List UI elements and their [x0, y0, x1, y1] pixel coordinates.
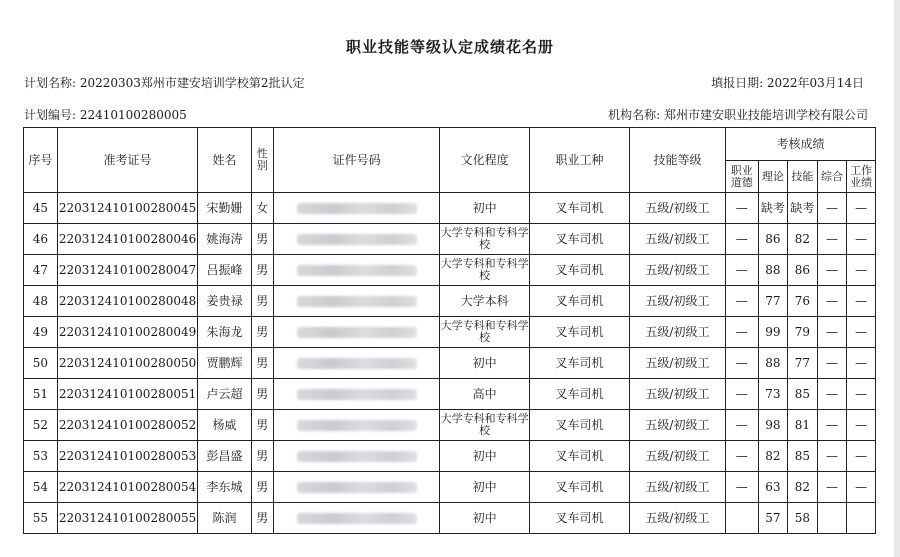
cell-ethics — [725, 503, 758, 534]
cell-occupation: 叉车司机 — [530, 379, 630, 410]
cell-name: 吕振峰 — [198, 255, 251, 286]
cell-performance: — — [847, 224, 876, 255]
cell-id-no — [273, 410, 439, 441]
table-row — [24, 379, 876, 410]
cell-gender: 男 — [251, 379, 273, 410]
cell-id-no — [273, 224, 439, 255]
cell-theory: 82 — [758, 441, 788, 472]
fill-date: 填报日期: 2022年03月14日 — [711, 76, 864, 90]
cell-performance: — — [847, 193, 876, 224]
header-level: 技能等级 — [630, 128, 726, 193]
cell-education: 大学专科和专科学校 — [440, 255, 530, 286]
cell-seq: 54 — [24, 472, 58, 503]
cell-gender: 男 — [251, 317, 273, 348]
table-row — [24, 255, 876, 286]
cell-seq: 50 — [24, 348, 58, 379]
cell-exam-no: 220312410100280055 — [57, 503, 198, 534]
cell-performance: — — [847, 255, 876, 286]
cell-seq: 45 — [24, 193, 58, 224]
header-name: 姓名 — [198, 128, 251, 193]
cell-overall: — — [817, 193, 847, 224]
cell-seq: 46 — [24, 224, 58, 255]
header-skill: 技能 — [788, 161, 818, 193]
redacted-id-blur — [297, 327, 417, 338]
cell-seq: 47 — [24, 255, 58, 286]
cell-overall: — — [817, 286, 847, 317]
cell-occupation: 叉车司机 — [530, 224, 630, 255]
cell-id-no — [273, 255, 439, 286]
cell-level: 五级/初级工 — [630, 317, 726, 348]
cell-skill: 77 — [788, 348, 818, 379]
cell-performance: — — [847, 379, 876, 410]
cell-ethics: — — [725, 317, 758, 348]
header-gender: 性别 — [251, 128, 273, 193]
cell-theory: 缺考 — [758, 193, 788, 224]
cell-id-no — [273, 472, 439, 503]
cell-exam-no: 220312410100280048 — [57, 286, 198, 317]
cell-gender: 男 — [251, 472, 273, 503]
cell-performance: — — [847, 410, 876, 441]
redacted-id-blur — [297, 203, 417, 214]
cell-skill: 86 — [788, 255, 818, 286]
cell-name: 宋勤姗 — [198, 193, 251, 224]
cell-skill: 85 — [788, 379, 818, 410]
cell-education: 大学本科 — [440, 286, 530, 317]
cell-name: 陈润 — [198, 503, 251, 534]
cell-id-no — [273, 193, 439, 224]
cell-education: 高中 — [440, 379, 530, 410]
cell-exam-no: 220312410100280052 — [57, 410, 198, 441]
cell-performance: — — [847, 441, 876, 472]
cell-performance — [847, 503, 876, 534]
cell-name: 朱海龙 — [198, 317, 251, 348]
cell-level: 五级/初级工 — [630, 410, 726, 441]
cell-level: 五级/初级工 — [630, 348, 726, 379]
header-theory: 理论 — [758, 161, 788, 193]
cell-theory: 88 — [758, 348, 788, 379]
redacted-id-blur — [297, 296, 417, 307]
cell-occupation: 叉车司机 — [530, 472, 630, 503]
cell-seq: 49 — [24, 317, 58, 348]
cell-performance: — — [847, 472, 876, 503]
cell-overall: — — [817, 317, 847, 348]
cell-ethics: — — [725, 286, 758, 317]
header-ethics: 职业道德 — [725, 161, 758, 193]
cell-education: 大学专科和专科学校 — [440, 224, 530, 255]
cell-ethics: — — [725, 224, 758, 255]
cell-skill: 缺考 — [788, 193, 818, 224]
cell-name: 姚海涛 — [198, 224, 251, 255]
scores-table — [23, 127, 876, 534]
cell-level: 五级/初级工 — [630, 255, 726, 286]
cell-education: 大学专科和专科学校 — [440, 410, 530, 441]
table-row — [24, 503, 876, 534]
page-title: 职业技能等级认定成绩花名册 — [345, 38, 554, 56]
header-scores: 考核成绩 — [725, 128, 875, 161]
cell-seq: 55 — [24, 503, 58, 534]
redacted-id-blur — [297, 451, 417, 462]
cell-performance: — — [847, 348, 876, 379]
cell-occupation: 叉车司机 — [530, 193, 630, 224]
cell-overall: — — [817, 441, 847, 472]
cell-ethics: — — [725, 410, 758, 441]
cell-seq: 53 — [24, 441, 58, 472]
cell-id-no — [273, 348, 439, 379]
cell-ethics: — — [725, 193, 758, 224]
cell-occupation: 叉车司机 — [530, 503, 630, 534]
cell-skill: 76 — [788, 286, 818, 317]
header-seq: 序号 — [24, 128, 58, 193]
cell-overall — [817, 503, 847, 534]
cell-occupation: 叉车司机 — [530, 317, 630, 348]
cell-education: 初中 — [440, 193, 530, 224]
cell-gender: 男 — [251, 286, 273, 317]
cell-theory: 98 — [758, 410, 788, 441]
header-occupation: 职业工种 — [530, 128, 630, 193]
redacted-id-blur — [297, 482, 417, 493]
cell-level: 五级/初级工 — [630, 441, 726, 472]
cell-education: 初中 — [440, 472, 530, 503]
table-row — [24, 472, 876, 503]
cell-seq: 51 — [24, 379, 58, 410]
cell-overall: — — [817, 379, 847, 410]
organization-name: 机构名称: 郑州市建安职业技能培训学校有限公司 — [608, 108, 868, 122]
header-performance: 工作业绩 — [847, 161, 876, 193]
cell-education: 大学专科和专科学校 — [440, 317, 530, 348]
cell-name: 姜贵禄 — [198, 286, 251, 317]
redacted-id-blur — [297, 234, 417, 245]
cell-level: 五级/初级工 — [630, 379, 726, 410]
cell-theory: 86 — [758, 224, 788, 255]
cell-gender: 女 — [251, 193, 273, 224]
cell-skill: 82 — [788, 224, 818, 255]
cell-gender: 男 — [251, 441, 273, 472]
cell-name: 杨威 — [198, 410, 251, 441]
cell-theory: 88 — [758, 255, 788, 286]
cell-occupation: 叉车司机 — [530, 255, 630, 286]
cell-name: 李东城 — [198, 472, 251, 503]
table-row — [24, 441, 876, 472]
redacted-id-blur — [297, 265, 417, 276]
cell-occupation: 叉车司机 — [530, 410, 630, 441]
redacted-id-blur — [297, 389, 417, 400]
cell-level: 五级/初级工 — [630, 224, 726, 255]
cell-exam-no: 220312410100280051 — [57, 379, 198, 410]
cell-exam-no: 220312410100280045 — [57, 193, 198, 224]
cell-id-no — [273, 503, 439, 534]
cell-gender: 男 — [251, 410, 273, 441]
cell-overall: — — [817, 255, 847, 286]
cell-name: 彭昌盛 — [198, 441, 251, 472]
cell-theory: 73 — [758, 379, 788, 410]
cell-occupation: 叉车司机 — [530, 348, 630, 379]
cell-name: 贾鹏辉 — [198, 348, 251, 379]
cell-id-no — [273, 441, 439, 472]
cell-ethics: — — [725, 472, 758, 503]
cell-exam-no: 220312410100280054 — [57, 472, 198, 503]
cell-id-no — [273, 317, 439, 348]
cell-gender: 男 — [251, 255, 273, 286]
cell-performance: — — [847, 317, 876, 348]
cell-ethics: — — [725, 379, 758, 410]
cell-exam-no: 220312410100280050 — [57, 348, 198, 379]
cell-exam-no: 220312410100280053 — [57, 441, 198, 472]
header-overall: 综合 — [817, 161, 847, 193]
table-row — [24, 286, 876, 317]
cell-seq: 52 — [24, 410, 58, 441]
table-row — [24, 348, 876, 379]
cell-gender: 男 — [251, 348, 273, 379]
cell-overall: — — [817, 224, 847, 255]
cell-level: 五级/初级工 — [630, 503, 726, 534]
cell-ethics: — — [725, 255, 758, 286]
cell-theory: 99 — [758, 317, 788, 348]
cell-gender: 男 — [251, 224, 273, 255]
cell-theory: 57 — [758, 503, 788, 534]
cell-theory: 77 — [758, 286, 788, 317]
cell-education: 初中 — [440, 503, 530, 534]
cell-overall: — — [817, 410, 847, 441]
redacted-id-blur — [297, 513, 417, 524]
cell-name: 卢云超 — [198, 379, 251, 410]
table-row — [24, 317, 876, 348]
cell-overall: — — [817, 348, 847, 379]
cell-theory: 63 — [758, 472, 788, 503]
cell-gender: 男 — [251, 503, 273, 534]
table-body — [24, 193, 876, 534]
cell-exam-no: 220312410100280047 — [57, 255, 198, 286]
cell-skill: 81 — [788, 410, 818, 441]
redacted-id-blur — [297, 420, 417, 431]
header-id-no: 证件号码 — [273, 128, 439, 193]
cell-performance: — — [847, 286, 876, 317]
cell-overall: — — [817, 472, 847, 503]
header-education: 文化程度 — [440, 128, 530, 193]
cell-ethics: — — [725, 348, 758, 379]
table-row — [24, 224, 876, 255]
header-exam-no: 准考证号 — [57, 128, 198, 193]
table-row — [24, 193, 876, 224]
cell-level: 五级/初级工 — [630, 193, 726, 224]
cell-skill: 58 — [788, 503, 818, 534]
cell-id-no — [273, 379, 439, 410]
cell-ethics: — — [725, 441, 758, 472]
cell-education: 初中 — [440, 441, 530, 472]
cell-skill: 85 — [788, 441, 818, 472]
cell-education: 初中 — [440, 348, 530, 379]
cell-exam-no: 220312410100280049 — [57, 317, 198, 348]
cell-occupation: 叉车司机 — [530, 286, 630, 317]
cell-seq: 48 — [24, 286, 58, 317]
cell-skill: 82 — [788, 472, 818, 503]
redacted-id-blur — [297, 358, 417, 369]
cell-occupation: 叉车司机 — [530, 441, 630, 472]
cell-id-no — [273, 286, 439, 317]
cell-level: 五级/初级工 — [630, 286, 726, 317]
plan-name: 计划名称: 20220303郑州市建安培训学校第2批认定 — [24, 76, 305, 90]
cell-exam-no: 220312410100280046 — [57, 224, 198, 255]
table-row — [24, 410, 876, 441]
cell-skill: 79 — [788, 317, 818, 348]
cell-level: 五级/初级工 — [630, 472, 726, 503]
plan-number: 计划编号: 22410100280005 — [24, 108, 187, 122]
